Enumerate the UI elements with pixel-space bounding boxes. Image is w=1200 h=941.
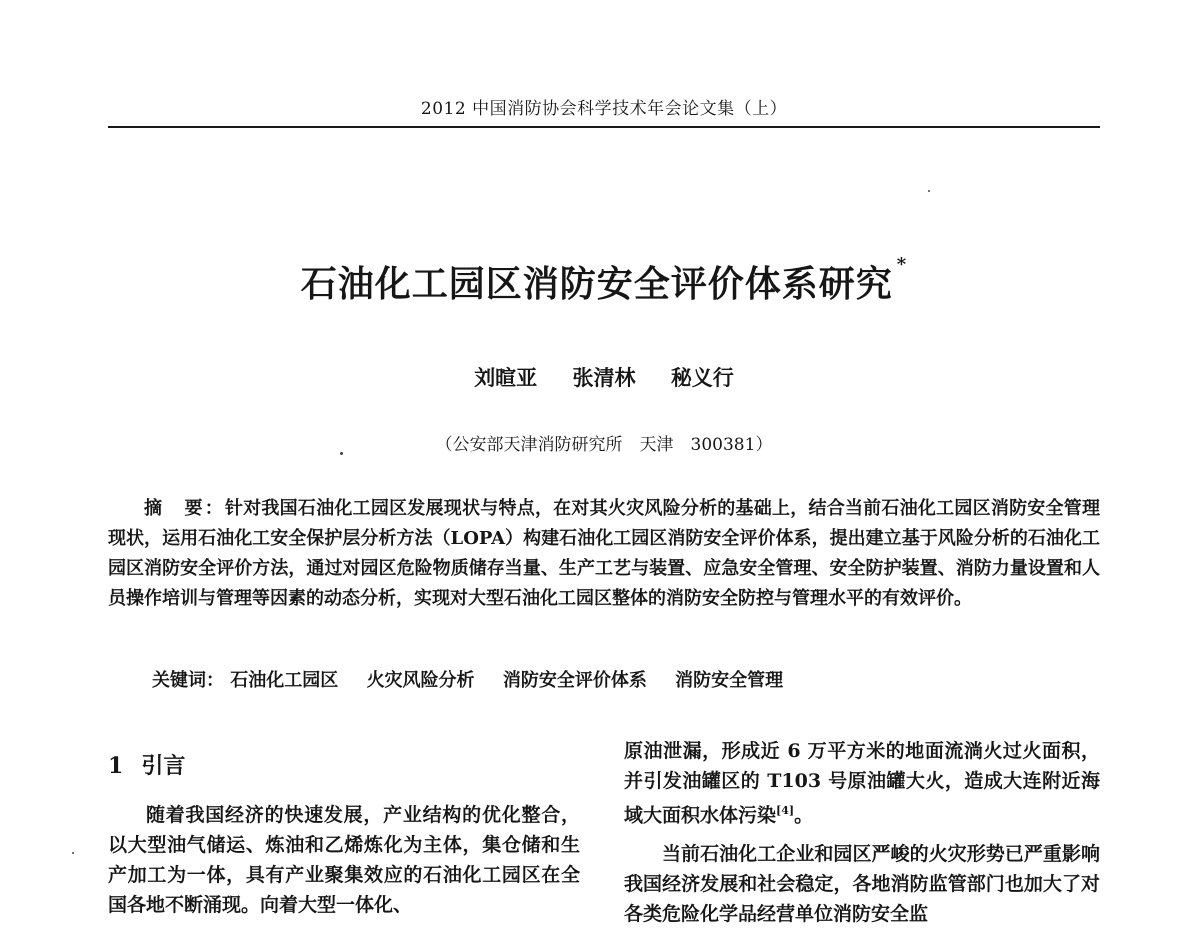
intro-paragraph: 随着我国经济的快速发展，产业结构的优化整合，以大型油气储运、炼油和乙烯炼化为主体，集仓储和生产加工为一体，具有产业聚集效应的石油化工园区在全国各地不断涌现。向着大型一体化、: [108, 804, 580, 916]
title-footnote-marker: *: [896, 254, 908, 275]
running-header: 2012 中国消防协会科学技术年会论文集（上）: [420, 99, 788, 119]
paper-title: [108, 256, 1100, 307]
right-paragraph-1-text: 原油泄漏，形成近 6 万平方米的地面流淌火过火面积，并引发油罐区的 T103 号原油罐大火，造成大连附近海域大面积水体污染: [624, 740, 1100, 827]
paper-title-text: 石油化工园区消防安全评价体系研究: [300, 263, 893, 305]
right-paragraph-2: 当前石油化工企业和园区严峻的火灾形势已严重影响我国经济发展和社会稳定，各地消防监管部门也加大了对各类危险化学品经营单位消防安全监: [624, 843, 1100, 926]
author-2: 张清林: [572, 365, 636, 390]
right-paragraph-1-end: 。: [794, 804, 814, 827]
affiliation: （公安部天津消防研究所 天津 300381）: [435, 435, 773, 455]
abstract-label: 摘 要：: [144, 498, 225, 519]
author-list: [108, 362, 1100, 392]
section-heading: [108, 750, 580, 782]
keywords: [152, 666, 1100, 692]
right-paragraph-1: [624, 736, 1100, 830]
keyword-4: 消防安全管理: [675, 670, 784, 691]
scan-speck: [340, 452, 343, 455]
abstract-text: 针对我国石油化工园区发展现状与特点，在对其火灾风险分析的基础上，结合当前石油化工园区消防安全管理现状，运用石油化工安全保护层分析方法（LOPA）构建石油化工园区消防安全评价体系，提出建立基于风险分析的石油化工园区消防安全评价方法，通过对园区危险物质储存当量、生产工艺与装置、应急安全管理、安全防护装置、消防力量设置和人员操作培训与管理等因素的动态分析，实现对大型石油化工园区整体的消防安全防控与管理水平的有效评价。: [108, 498, 1101, 609]
keyword-2: 火灾风险分析: [366, 670, 475, 691]
author-3: 秘义行: [670, 365, 734, 390]
section-title: 引言: [141, 753, 186, 779]
scan-speck: [928, 190, 930, 192]
right-column: [624, 736, 1100, 929]
header-rule: [108, 126, 1100, 128]
citation-ref: [4]: [776, 804, 795, 817]
scan-speck: [72, 852, 74, 854]
keyword-3: 消防安全评价体系: [502, 670, 647, 691]
keyword-1: 石油化工园区: [230, 670, 339, 691]
author-1: 刘暄亚: [474, 365, 538, 390]
left-column: [108, 736, 580, 920]
abstract: [108, 494, 1100, 614]
keywords-label: 关键词：: [152, 670, 224, 691]
section-number: 1: [108, 753, 124, 779]
